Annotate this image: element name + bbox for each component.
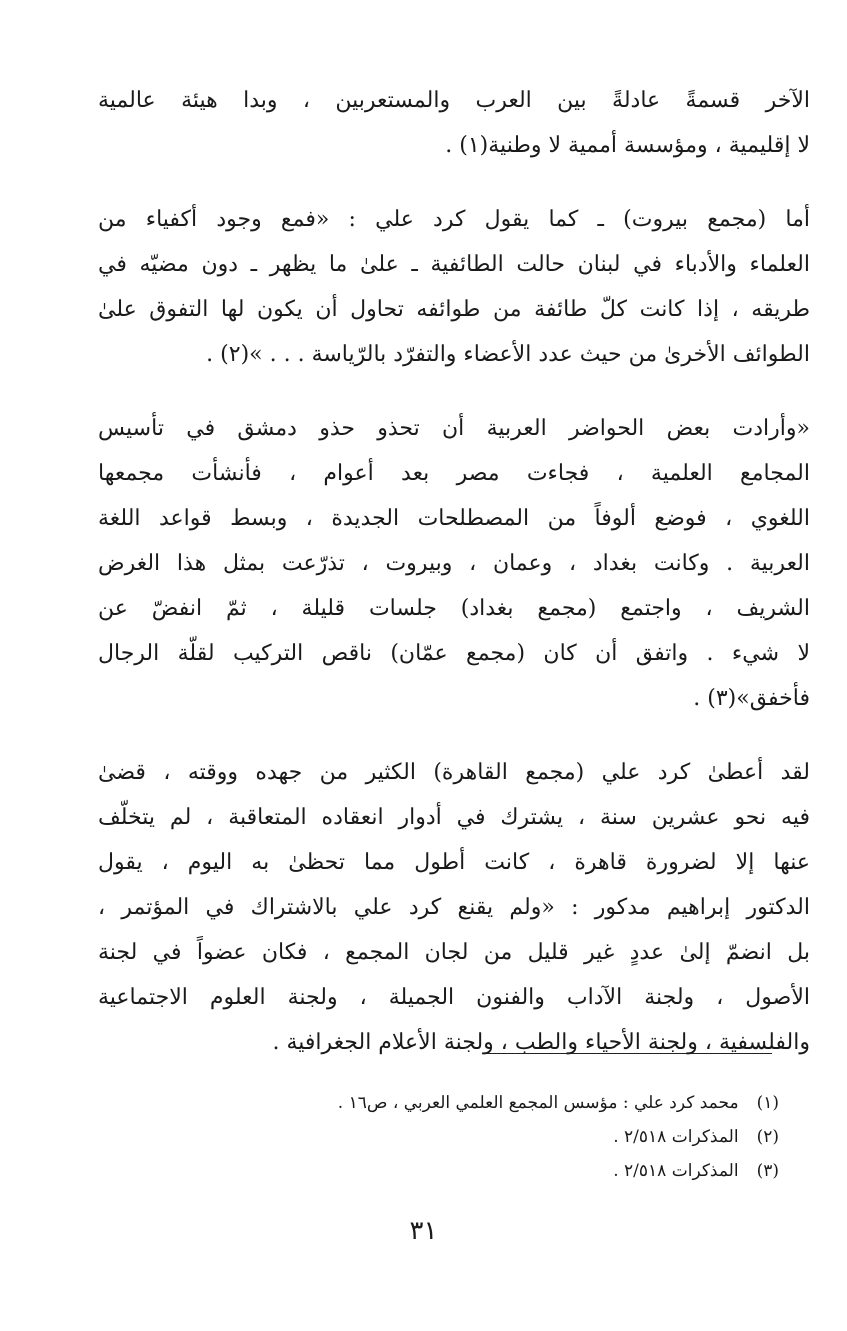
footnote-number: (٣) — [756, 1161, 779, 1181]
text-line: الآخر قسمةً عادلةً بين العرب والمستعربين ، وبدا هيئة عالمية — [98, 88, 810, 113]
footnote-1 — [179, 1086, 779, 1120]
text-line: عنها إلا لضرورة قاهرة ، كانت أطول مما تحظىٰ به اليوم ، يقول — [98, 850, 810, 875]
text-line: لقد أعطىٰ كرد علي (مجمع القاهرة) الكثير من جهده ووقته ، قضىٰ — [98, 760, 810, 785]
footnote-3 — [179, 1154, 779, 1188]
text-line: الشريف ، واجتمع (مجمع بغداد) جلسات قليلة ، ثمّ انفضّ عن — [98, 596, 810, 621]
footnote-2 — [179, 1120, 779, 1154]
text-line: الأصول ، ولجنة الآداب والفنون الجميلة ، ولجنة العلوم الاجتماعية — [98, 985, 810, 1010]
footnote-separator — [482, 1053, 772, 1054]
text-line: والفلسفية ، ولجنة الأحياء والطب ، ولجنة الأعلام الجغرافية . — [272, 1030, 810, 1055]
text-line: فيه نحو عشرين سنة ، يشترك في أدوار انعقاده المتعاقبة ، لم يتخلّف — [98, 805, 810, 830]
text-line: العربية . وكانت بغداد ، وعمان ، وبيروت ، تذرّعت بمثل هذا الغرض — [98, 551, 810, 576]
footnote-text: محمد كرد علي : مؤسس المجمع العلمي العربي ، ص١٦ . — [337, 1093, 739, 1113]
text-line: العلماء والأدباء في لبنان حالت الطائفية ـ علىٰ ما يظهر ـ دون مضيّه في — [98, 252, 810, 277]
footnote-number: (٢) — [756, 1127, 779, 1147]
paragraph-3 — [98, 406, 810, 721]
paragraph-2 — [98, 197, 810, 377]
footnote-text: المذكرات ٢/٥١٨ . — [613, 1161, 739, 1181]
text-line: «وأرادت بعض الحواضر العربية أن تحذو حذو دمشق في تأسيس — [98, 416, 810, 441]
page-body — [98, 78, 810, 1094]
text-line: طريقه ، إذا كانت كلّ طائفة من طوائفه تحاول أن يكون لها التفوق علىٰ — [98, 297, 810, 322]
page-number: ٣١ — [409, 1216, 438, 1246]
text-line: بل انضمّ إلىٰ عددٍ غير قليل من لجان المجمع ، فكان عضواً في لجنة — [98, 940, 810, 965]
text-line: الطوائف الأخرىٰ من حيث عدد الأعضاء والتفرّد بالرّياسة . . . »(٢) . — [206, 342, 810, 367]
footnote-number: (١) — [756, 1093, 779, 1113]
paragraph-4 — [98, 750, 810, 1065]
text-line: فأخفق»(٣) . — [693, 686, 810, 711]
text-line: اللغوي ، فوضع ألوفاً من المصطلحات الجديدة ، وبسط قواعد اللغة — [98, 506, 810, 531]
text-line: لا إقليمية ، ومؤسسة أممية لا وطنية(١) . — [445, 133, 810, 158]
text-line: المجامع العلمية ، فجاءت مصر بعد أعوام ، فأنشأت مجمعها — [98, 461, 810, 486]
footnotes — [179, 1086, 779, 1188]
text-line: لا شيء . واتفق أن كان (مجمع عمّان) ناقص التركيب لقلّة الرجال — [98, 641, 810, 666]
text-line: أما (مجمع بيروت) ـ كما يقول كرد علي : «فمع وجود أكفياء من — [98, 207, 810, 232]
text-line: الدكتور إبراهيم مدكور : «ولم يقنع كرد علي بالاشتراك في المؤتمر ، — [98, 895, 810, 920]
paragraph-1 — [98, 78, 810, 168]
footnote-text: المذكرات ٢/٥١٨ . — [613, 1127, 739, 1147]
